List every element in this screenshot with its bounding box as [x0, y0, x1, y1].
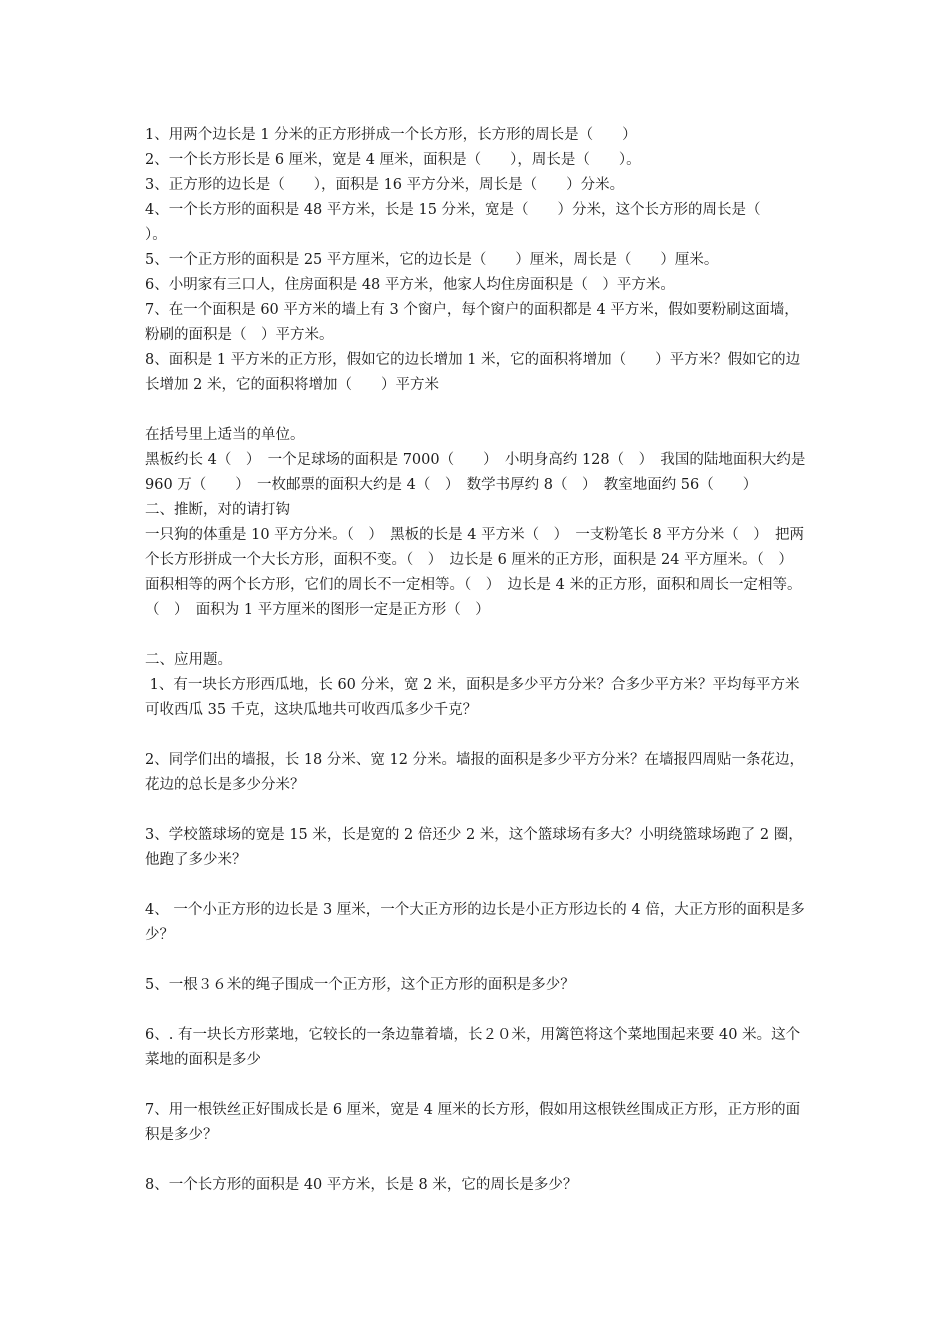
application-problem-7: 7、用一根铁丝正好围成长是 6 厘米，宽是 4 厘米的长方形，假如用这根铁丝围成正方形，正方形的面积是多少？ — [145, 1102, 801, 1143]
spacer — [145, 398, 810, 423]
judge-section-text: 一只狗的体重是 10 平方分米。（ ） 黑板的长是 4 平方米（ ） 一支粉笔长 8 平方分米（ ） 把两个长方形拼成一个大长方形，面积不变。（ ） 边长是 6 厘米的正方形，面积是 24 平方厘米。（ ） 面积相等的两个长方形，它们的周长不一定相等。（ ） 边长是 4 米的正方形，面积和周长一定相等。（ ） 面积为 1 平方厘米的图形一定是正方形（ ） — [145, 527, 805, 618]
fill-blank-question-5: 5、一个正方形的面积是 25 平方厘米，它的边长是（ ）厘米，周长是（ ）厘米。 — [145, 252, 719, 268]
spacer — [145, 1148, 810, 1173]
application-problem-1: 1、有一块长方形西瓜地，长 60 分米，宽 2 米，面积是多少平方分米？合多少平方米？平均每平方米可收西瓜 35 千克，这块瓜地共可收西瓜多少千克？ — [145, 677, 800, 718]
application-problem-5: 5、一根３６米的绳子围成一个正方形，这个正方形的面积是多少？ — [145, 977, 575, 993]
fill-blank-question-7: 7、在一个面积是 60 平方米的墙上有 3 个窗户，每个窗户的面积都是 4 平方米，假如要粉刷这面墙，粉刷的面积是（ ）平方米。 — [145, 302, 799, 343]
spacer — [145, 998, 810, 1023]
spacer — [145, 1073, 810, 1098]
judge-section-title: 二、推断，对的请打钩 — [145, 502, 290, 518]
application-problem-2: 2、同学们出的墙报，长 18 分米、宽 12 分米。墙报的面积是多少平方分米？在墙报四周贴一条花边，花边的总长是多少分米？ — [145, 752, 805, 793]
units-section-title: 在括号里上适当的单位。 — [145, 427, 305, 443]
fill-blank-question-2: 2、一个长方形长是 6 厘米，宽是 4 厘米，面积是（ ），周长是（ ）。 — [145, 152, 641, 168]
fill-blank-question-6: 6、小明家有三口人，住房面积是 48 平方米，他家人均住房面积是（ ）平方米。 — [145, 277, 675, 293]
application-section-title: 二、应用题。 — [145, 652, 232, 668]
application-problem-3: 3、学校篮球场的宽是 15 米，长是宽的 2 倍还少 2 米，这个篮球场有多大？小明绕篮球场跑了 2 圈，他跑了多少米？ — [145, 827, 803, 868]
fill-blank-question-4: 4、一个长方形的面积是 48 平方米，长是 15 分米，宽是（ ）分米，这个长方形的周长是（ ）。 — [145, 202, 790, 243]
application-problem-4: 4、 一个小正方形的边长是 3 厘米，一个大正方形的边长是小正方形边长的 4 倍，大正方形的面积是多少？ — [145, 902, 805, 943]
application-problem-6: 6、. 有一块长方形菜地，它较长的一条边靠着墙，长２０米，用篱笆将这个菜地围起来要 40 米。这个菜地的面积是多少 — [145, 1027, 801, 1068]
spacer — [145, 873, 810, 898]
spacer — [145, 798, 810, 823]
worksheet-content — [145, 123, 810, 1198]
units-section-text: 黑板约长 4（ ） 一个足球场的面积是 7000（ ） 小明身高约 128（ ） 我国的陆地面积大约是 960 万（ ） 一枚邮票的面积大约是 4（ ） 数学书厚约 8（ ） 教室地面约 56（ ） — [145, 452, 806, 493]
spacer — [145, 623, 810, 648]
application-problem-8: 8、一个长方形的面积是 40 平方米，长是 8 米，它的周长是多少？ — [145, 1177, 578, 1193]
spacer — [145, 948, 810, 973]
fill-blank-question-1: 1、用两个边长是 1 分米的正方形拼成一个长方形，长方形的周长是（ ） — [145, 127, 637, 143]
fill-blank-question-3: 3、正方形的边长是（ ），面积是 16 平方分米，周长是（ ）分米。 — [145, 177, 625, 193]
fill-blank-question-8: 8、面积是 1 平方米的正方形，假如它的边长增加 1 米，它的面积将增加（ ）平方米？假如它的边长增加 2 米，它的面积将增加（ ）平方米 — [145, 352, 801, 393]
spacer — [145, 723, 810, 748]
